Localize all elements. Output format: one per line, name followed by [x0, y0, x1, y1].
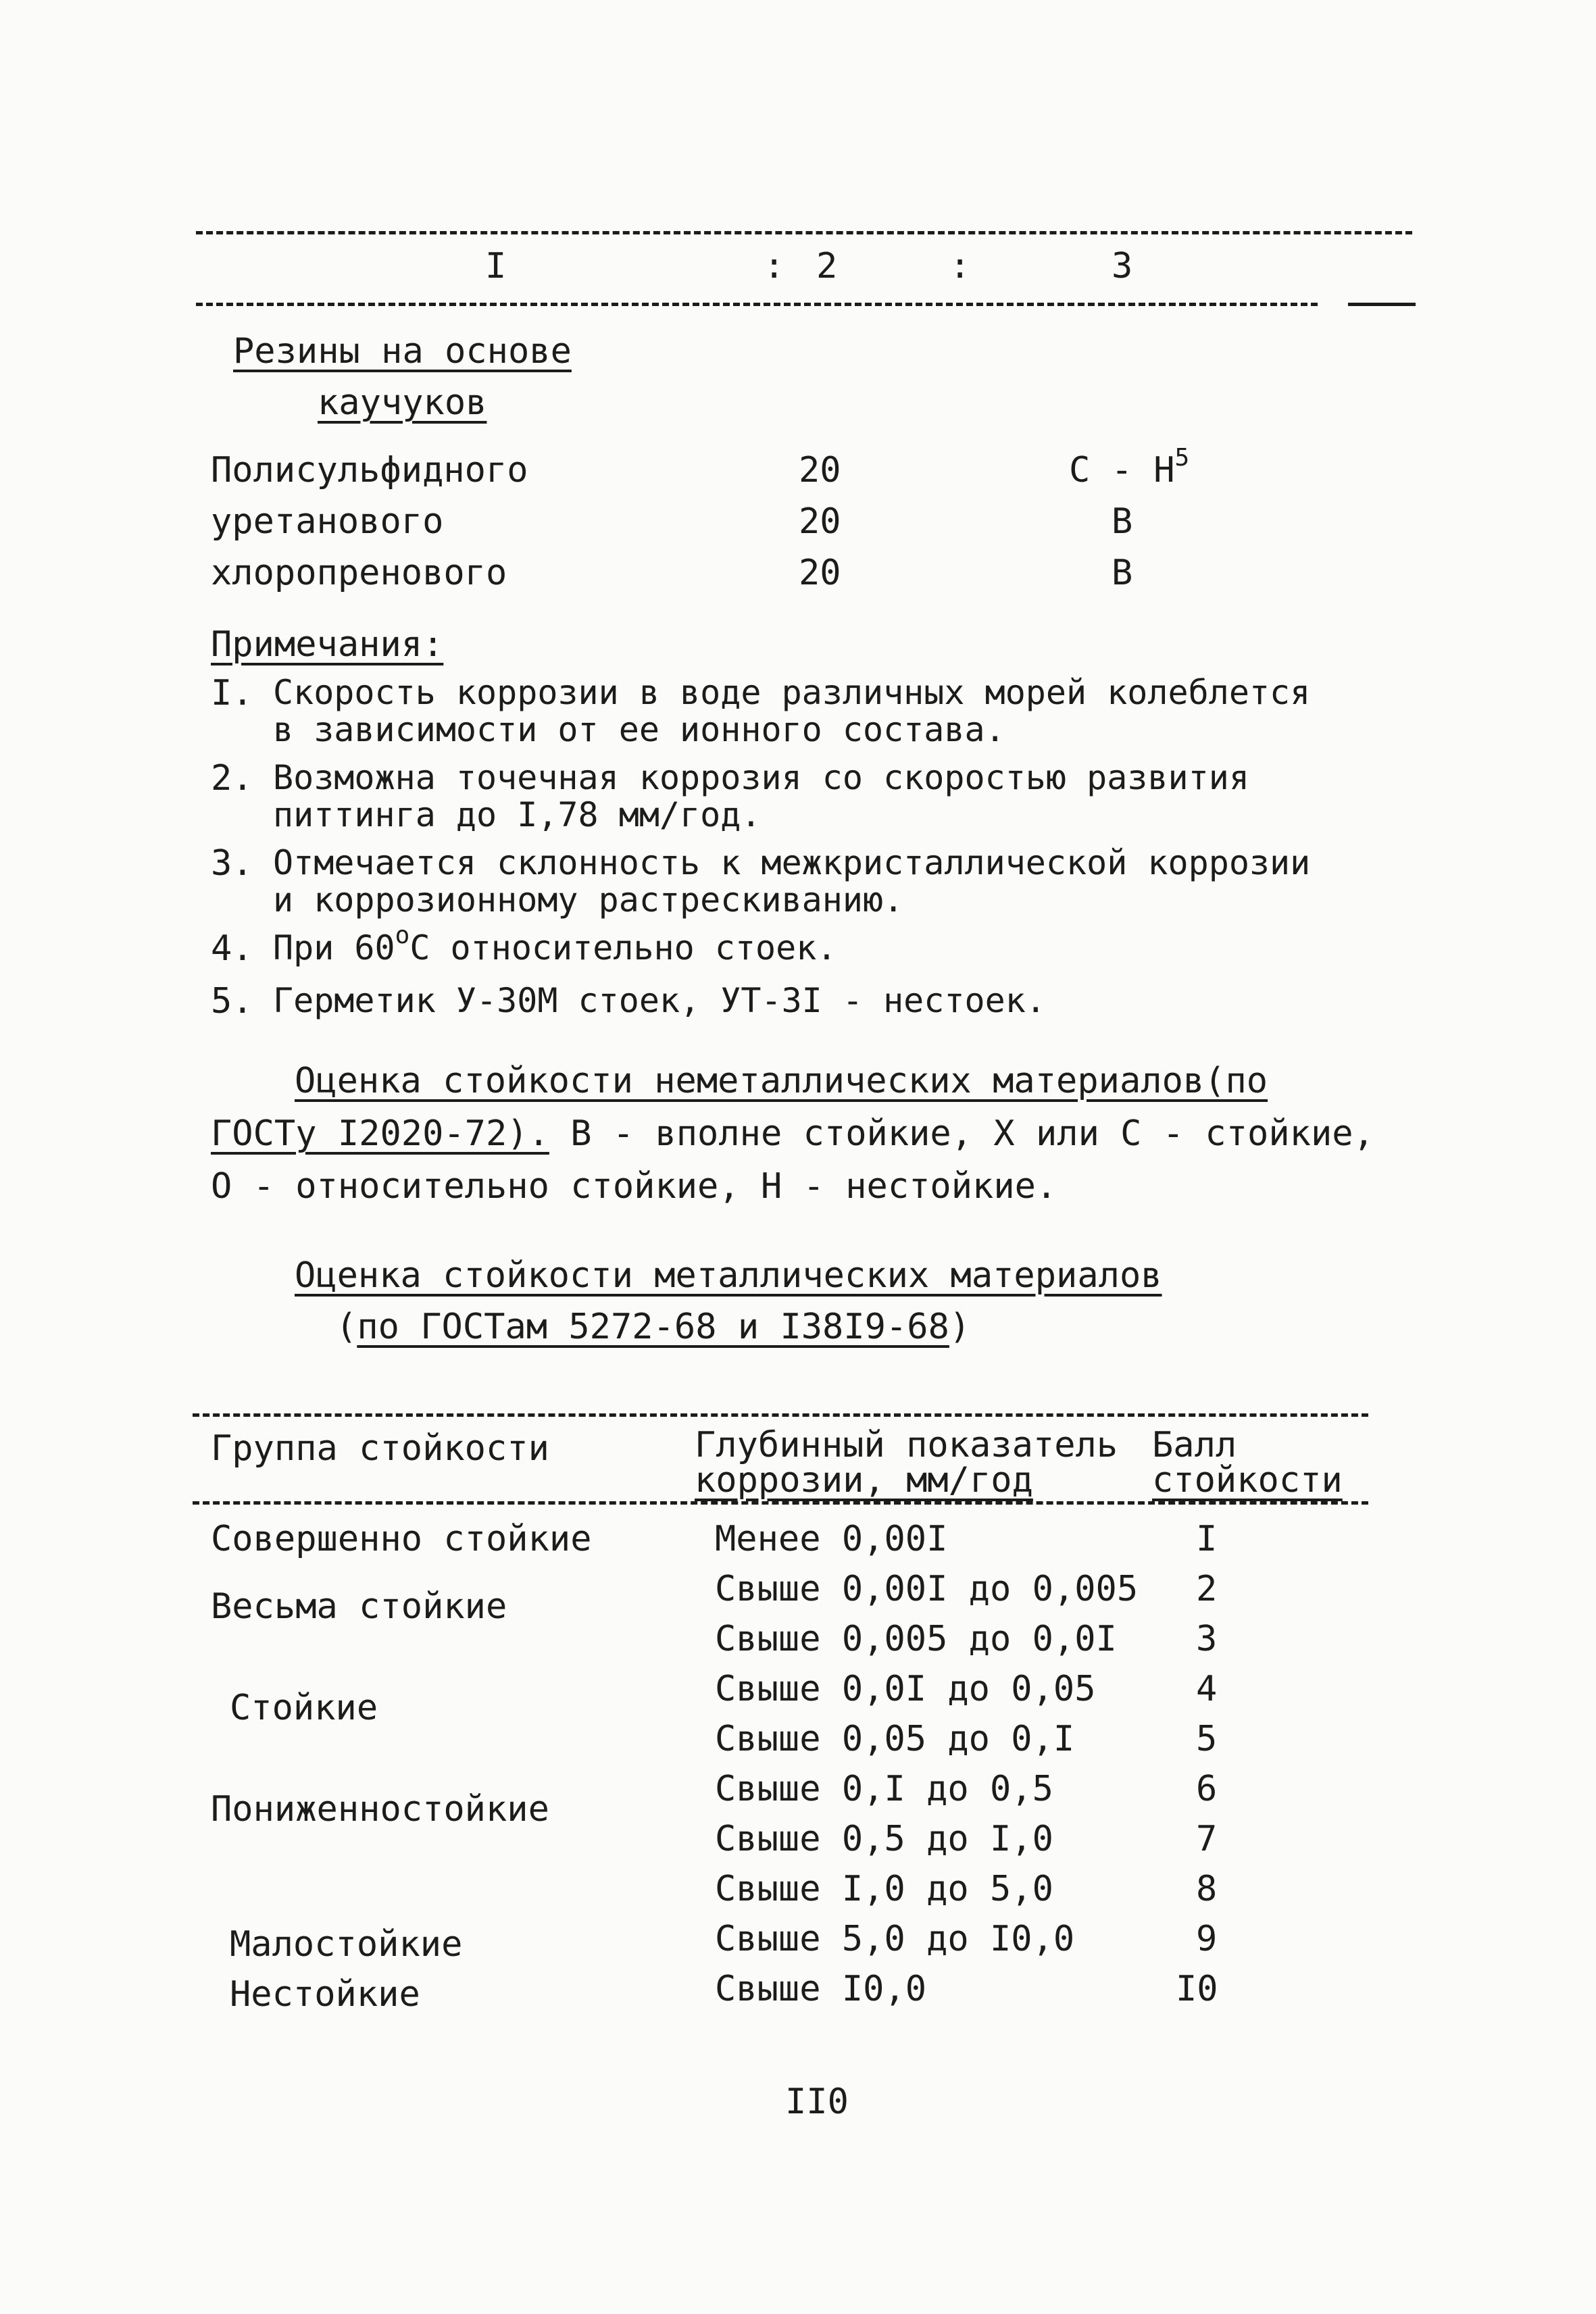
table-row-rating: В — [1112, 553, 1133, 593]
metal-heading: Оценка стойкости металлических материалов — [295, 1255, 1162, 1296]
note-text-cont: питтинга до I,78 мм/год. — [273, 795, 762, 834]
group-name: Нестойкие — [230, 1974, 420, 2015]
metal-heading-line2: (по ГОСТам 5272-68 и I38I9-68) — [336, 1307, 971, 1347]
table-row-range: Свыше 0,05 до 0,I — [715, 1719, 1075, 1759]
note-text-cont: и коррозионному растрескиванию. — [273, 880, 904, 920]
note-number: 4. — [211, 928, 253, 969]
table-row-score: 4 — [1196, 1669, 1218, 1709]
top-table-rule-top — [196, 231, 1412, 234]
table-row-value: 20 — [799, 501, 841, 542]
note-text: При $60^оС$ относительно стоек. — [273, 922, 837, 967]
nonmetal-paragraph-line2: ГОСТу I2020-72). В - вполне стойкие, Х или С - стойкие, — [211, 1113, 1374, 1154]
metal-table-rule-top — [193, 1413, 1368, 1417]
table-row-score: I — [1196, 1519, 1218, 1559]
column-header-score-cont: стойкости — [1152, 1460, 1343, 1501]
group-heading: Резины на основе — [233, 331, 572, 372]
column-header-depth: Глубинный показатель — [695, 1425, 1118, 1465]
nonmetal-paragraph-line1: Оценка стойкости неметаллических материалов(по — [295, 1061, 1268, 1101]
note-text: Возможна точечная коррозия со скоростью развития — [273, 758, 1249, 797]
notes-heading: Примечания: — [211, 624, 444, 665]
table-row-score: 7 — [1196, 1819, 1218, 1859]
column-header-depth-cont: коррозии, мм/год — [695, 1460, 1033, 1501]
group-name: Весьма стойкие — [211, 1586, 507, 1627]
note-text: Герметик У-30М стоек, УТ-3I - нестоек. — [273, 981, 1046, 1020]
column-header-score: Балл — [1152, 1425, 1237, 1465]
table-row-range: Свыше I0,0 — [715, 1969, 927, 2009]
top-table-rule-bottom — [196, 303, 1318, 306]
group-name: Совершенно стойкие — [211, 1519, 592, 1559]
column-separator: : — [764, 246, 785, 286]
table-row-name: уретанового — [211, 501, 444, 542]
table-row-value: 20 — [799, 553, 841, 593]
table-row-score: 8 — [1196, 1869, 1218, 1909]
table-row-name: хлоропренового — [211, 553, 507, 593]
column-number-1: I — [485, 246, 507, 286]
group-name: Стойкие — [230, 1688, 378, 1728]
metal-table-rule-header — [193, 1501, 1368, 1505]
group-name: Малостойкие — [230, 1924, 463, 1965]
note-number: 3. — [211, 843, 253, 884]
table-row-rating: С - $Н^5$ — [1069, 444, 1190, 491]
group-heading-cont: каучуков — [318, 382, 487, 423]
table-row-name: Полисульфидного — [211, 450, 528, 491]
note-number: I. — [211, 673, 253, 713]
table-row-score: 5 — [1196, 1719, 1218, 1759]
table-row-range: Свыше 0,I до 0,5 — [715, 1769, 1053, 1809]
table-row-score: I0 — [1176, 1969, 1218, 2009]
column-header-group: Группа стойкости — [211, 1428, 549, 1469]
table-row-score: 9 — [1196, 1919, 1218, 1959]
table-row-range: Свыше 5,0 до I0,0 — [715, 1919, 1075, 1959]
table-row-score: 6 — [1196, 1769, 1218, 1809]
top-table-rule-bottom-end — [1348, 303, 1416, 306]
table-row-value: 20 — [799, 450, 841, 491]
table-row-range: Свыше 0,5 до I,0 — [715, 1819, 1053, 1859]
table-row-score: 2 — [1196, 1569, 1218, 1609]
note-number: 5. — [211, 981, 253, 1022]
table-row-range: Менее 0,00I — [715, 1519, 948, 1559]
table-row-rating: В — [1112, 501, 1133, 542]
table-row-range: Свыше 0,005 до 0,0I — [715, 1619, 1117, 1659]
note-text-cont: в зависимости от ее ионного состава. — [273, 710, 1005, 749]
table-row-range: Свыше I,0 до 5,0 — [715, 1869, 1053, 1909]
note-text: Отмечается склонность к межкристаллической коррозии — [273, 843, 1311, 882]
nonmetal-paragraph-line3: О - относительно стойкие, Н - нестойкие. — [211, 1166, 1057, 1207]
column-separator: : — [949, 246, 971, 286]
table-row-range: Свыше 0,00I до 0,005 — [715, 1569, 1139, 1609]
page-number: II0 — [785, 2082, 849, 2122]
table-row-score: 3 — [1196, 1619, 1218, 1659]
note-text: Скорость коррозии в воде различных морей колеблется — [273, 673, 1311, 712]
table-row-range: Свыше 0,0I до 0,05 — [715, 1669, 1096, 1709]
group-name: Пониженностойкие — [211, 1789, 549, 1830]
column-number-2: 2 — [816, 246, 838, 286]
column-number-3: 3 — [1112, 246, 1133, 286]
note-number: 2. — [211, 758, 253, 799]
